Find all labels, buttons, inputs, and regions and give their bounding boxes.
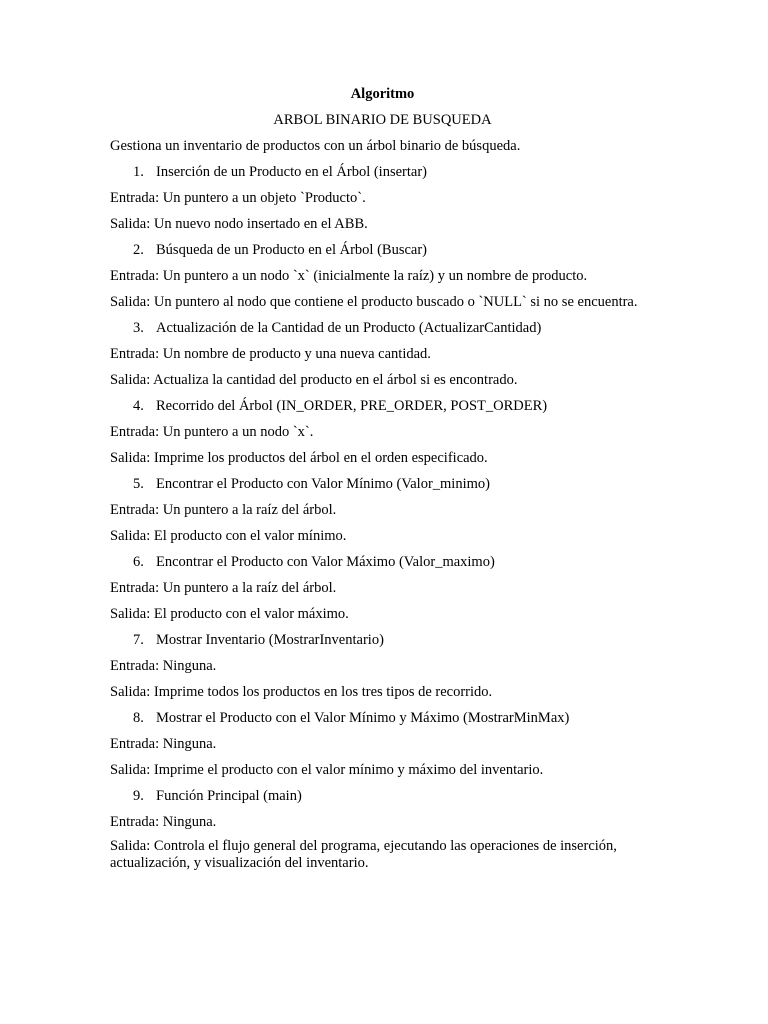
section-title: Mostrar el Producto con el Valor Mínimo y Máximo (MostrarMinMax) — [156, 710, 570, 726]
section-salida: Salida: El producto con el valor máximo. — [110, 606, 349, 622]
section-title: Inserción de un Producto en el Árbol (insertar) — [156, 164, 427, 180]
section-entrada: Entrada: Ninguna. — [110, 814, 217, 830]
section-entrada: Entrada: Un puntero a un nodo `x`. — [110, 424, 314, 440]
document-body — [110, 84, 655, 872]
section-number: 9. — [133, 788, 144, 804]
section-number: 6. — [133, 554, 144, 570]
section-title: Encontrar el Producto con Valor Mínimo (Valor_minimo) — [156, 476, 490, 492]
section-heading-mostrar-inventario — [110, 630, 655, 656]
section-salida: Salida: Imprime todos los productos en los tres tipos de recorrido. — [110, 684, 493, 700]
section-heading-actualizar-cantidad — [110, 318, 655, 344]
section-number: 8. — [133, 710, 144, 726]
section-salida: Salida: Actualiza la cantidad del producto en el árbol si es encontrado. — [110, 372, 518, 388]
document-title: Algoritmo — [350, 86, 415, 102]
document-subtitle: ARBOL BINARIO DE BUSQUEDA — [273, 112, 492, 128]
section-heading-insertar — [110, 162, 655, 188]
section-salida: Salida: Un puntero al nodo que contiene el producto buscado o `NULL` si no se encuentra. — [110, 294, 638, 310]
section-title: Actualización de la Cantidad de un Producto (ActualizarCantidad) — [156, 320, 542, 336]
section-number: 7. — [133, 632, 144, 648]
section-entrada: Entrada: Un puntero a la raíz del árbol. — [110, 580, 337, 596]
section-entrada: Entrada: Un puntero a un nodo `x` (inicialmente la raíz) y un nombre de producto. — [110, 268, 588, 284]
section-entrada: Entrada: Ninguna. — [110, 736, 217, 752]
section-heading-recorrido — [110, 396, 655, 422]
section-heading-valor-maximo — [110, 552, 655, 578]
section-heading-valor-minimo — [110, 474, 655, 500]
section-salida: Salida: El producto con el valor mínimo. — [110, 528, 347, 544]
section-number: 5. — [133, 476, 144, 492]
section-title: Mostrar Inventario (MostrarInventario) — [156, 632, 384, 648]
section-number: 4. — [133, 398, 144, 414]
section-salida: Salida: Imprime los productos del árbol en el orden especificado. — [110, 450, 488, 466]
document-intro: Gestiona un inventario de productos con un árbol binario de búsqueda. — [110, 138, 521, 154]
section-title: Recorrido del Árbol (IN_ORDER, PRE_ORDER, POST_ORDER) — [156, 398, 548, 414]
section-salida: Salida: Imprime el producto con el valor mínimo y máximo del inventario. — [110, 762, 544, 778]
section-entrada: Entrada: Un puntero a un objeto `Producto`. — [110, 190, 366, 206]
section-number: 3. — [133, 320, 144, 336]
section-title: Búsqueda de un Producto en el Árbol (Buscar) — [156, 242, 428, 258]
section-title: Función Principal (main) — [156, 788, 302, 804]
section-salida: Salida: Controla el flujo general del programa, ejecutando las operaciones de inserción, actualización, y visualización del inventario. — [110, 838, 617, 871]
section-title: Encontrar el Producto con Valor Máximo (Valor_maximo) — [156, 554, 495, 570]
section-heading-buscar — [110, 240, 655, 266]
section-salida: Salida: Un nuevo nodo insertado en el ABB. — [110, 216, 368, 232]
section-entrada: Entrada: Ninguna. — [110, 658, 217, 674]
section-number: 2. — [133, 242, 144, 258]
section-entrada: Entrada: Un nombre de producto y una nueva cantidad. — [110, 346, 431, 362]
section-heading-mostrar-min-max — [110, 708, 655, 734]
section-entrada: Entrada: Un puntero a la raíz del árbol. — [110, 502, 337, 518]
section-heading-main — [110, 786, 655, 812]
section-number: 1. — [133, 164, 144, 180]
